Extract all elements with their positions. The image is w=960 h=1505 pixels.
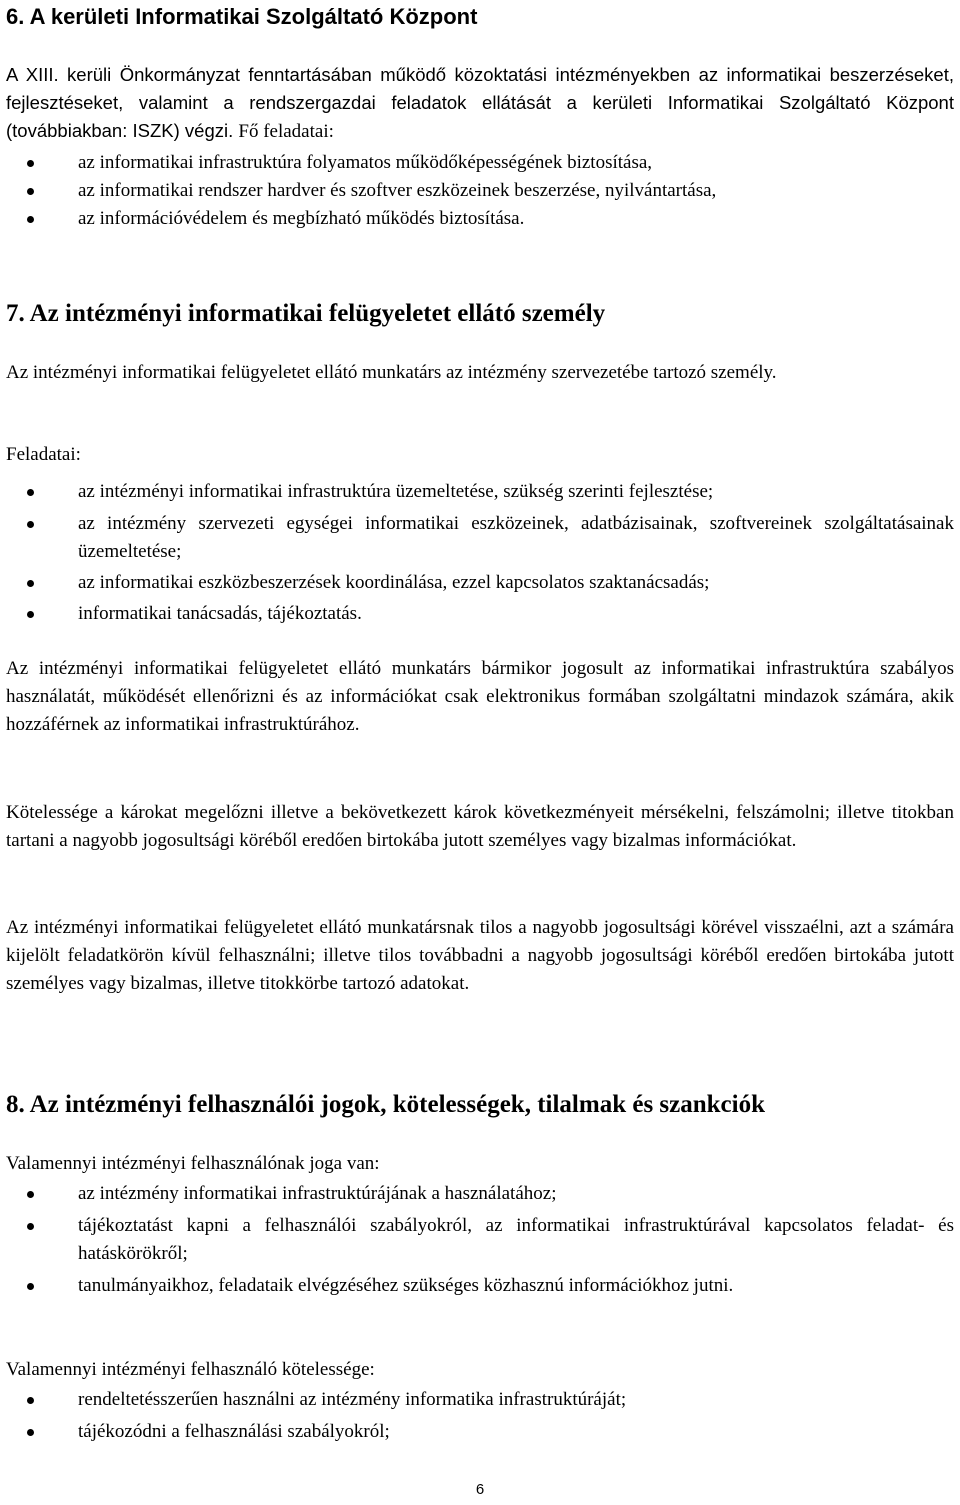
section-7-task-list: [6, 478, 954, 628]
section-6-para-part1: A XIII. kerüli Önkormányzat fenntartásában működő közoktatási intézményekben az informatikai beszerzéseket, fejlesztéseket, valamint a rendszergazdai feladatok ellátását a kerületi Informatikai Szolgáltató Központ (továbbiakban: ISZK) végzi.: [6, 64, 954, 141]
section-7-paragraph-1: Az intézményi informatikai felügyeletet ellátó munkatárs bármikor jogosult az informatikai infrastruktúra szabályos használatát, működését ellenőrizni és az információkat csak elektronikus formában szolgáltatni mindazok számára, akik hozzáférnek az informatikai infrastruktúrához.: [6, 658, 954, 735]
section-7-paragraph-3: Az intézményi informatikai felügyeletet ellátó munkatársnak tilos a nagyobb jogosultsági körével visszaélni, azt a számára kijelölt feladatkörön kívül felhasználni; illetve tilos továbbadni a nagyobb jogosultsági köréből eredően birtokába jutott személyes vagy bizalmas, illetve titokkörbe tartozó adatokat.: [6, 917, 954, 994]
section-6-task-list: [6, 149, 954, 233]
section-8-duties-label: Valamennyi intézményi felhasználó kötelessége:: [6, 1359, 375, 1380]
list-item: az információvédelem és megbízható működés biztosítása.: [6, 205, 954, 233]
list-item: az informatikai rendszer hardver és szoftver eszközeinek beszerzése, nyilvántartása,: [6, 177, 954, 205]
section-6-heading: 6. A kerületi Informatikai Szolgáltató Központ: [6, 4, 478, 29]
section-6-para-part2: Fő feladatai:: [238, 121, 334, 142]
list-item: tájékoztatást kapni a felhasználói szabályokról, az informatikai infrastruktúrával kapcsolatos feladat- és hatáskörökről;: [6, 1212, 954, 1268]
section-8-rights-list: [6, 1180, 954, 1300]
section-7-heading: 7. Az intézményi informatikai felügyeletet ellátó személy: [6, 300, 606, 327]
section-6-paragraph: [6, 61, 954, 146]
section-7-paragraph-2: Kötelessége a károkat megelőzni illetve a bekövetkezett károk következményeit mérsékelni, felszámolni; illetve titokban tartani a nagyobb jogosultsági köréből eredően birtokába jutott személyes vagy bizalmas információkat.: [6, 802, 954, 851]
list-item: az intézmény informatikai infrastruktúrájának a használatához;: [6, 1180, 954, 1208]
section-8-heading: 8. Az intézményi felhasználói jogok, kötelességek, tilalmak és szankciók: [6, 1091, 765, 1118]
section-8-duties-list: [6, 1386, 954, 1446]
list-item: az intézményi informatikai infrastruktúra üzemeltetése, szükség szerinti fejlesztése;: [6, 478, 954, 506]
list-item: rendeltetésszerűen használni az intézmény informatika infrastruktúráját;: [6, 1386, 954, 1414]
list-item: tájékozódni a felhasználási szabályokról;: [6, 1418, 954, 1446]
list-item: az informatikai infrastruktúra folyamatos működőképességének biztosítása,: [6, 149, 954, 177]
list-item: informatikai tanácsadás, tájékoztatás.: [6, 600, 954, 628]
section-8-rights-label: Valamennyi intézményi felhasználónak joga van:: [6, 1153, 380, 1174]
section-7-intro: Az intézményi informatikai felügyeletet ellátó munkatárs az intézmény szervezetébe tartozó személy.: [6, 362, 777, 383]
list-item: tanulmányaikhoz, feladataik elvégzéséhez szükséges közhasznú információkhoz jutni.: [6, 1272, 954, 1300]
list-item: az intézmény szervezeti egységei informatikai eszközeinek, adatbázisainak, szoftvereinek szolgáltatásainak üzemeltetése;: [6, 510, 954, 566]
list-item: az informatikai eszközbeszerzések koordinálása, ezzel kapcsolatos szaktanácsadás;: [6, 569, 954, 597]
page-number: 6: [475, 1481, 485, 1498]
section-7-tasks-label: Feladatai:: [6, 444, 81, 465]
